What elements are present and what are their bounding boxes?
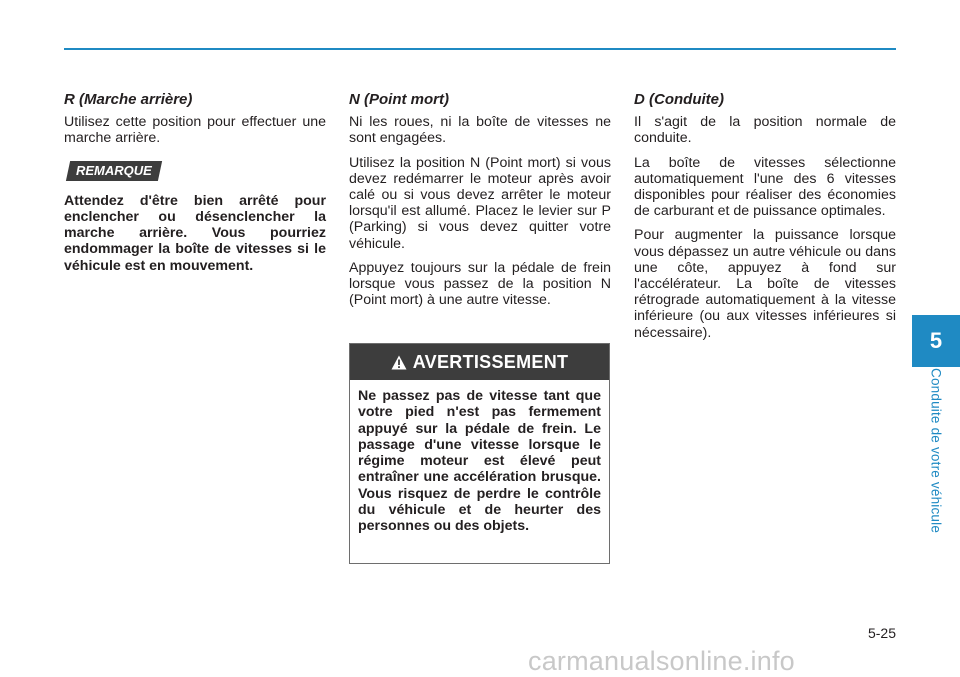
- warning-title: AVERTISSEMENT: [412, 351, 569, 372]
- section-number-tab: 5: [912, 315, 960, 367]
- heading-neutral: N (Point mort): [349, 91, 449, 108]
- page-number: 5-25: [867, 625, 896, 641]
- paragraph: Pour augmenter la puissance lorsque vous dépassez un autre véhicule ou dans une côte, appuyez à fond sur l'accélérateur. La boîte de vitesses rétrograde automatiquement à la vitesse inférieure (ou aux vitesses inférieures si nécessaire).: [634, 227, 896, 341]
- warning-header: [350, 344, 609, 380]
- warning-text: Ne passez pas de vitesse tant que votre pied n'est pas fermement appuyé sur la pédale de frein. Le passage d'une vitesse lorsque le régime moteur est élevé peut entraîner une accélération brusque. Vous risquez de perdre le contrôle du véhicule et de heurter des personnes ou des objets.: [358, 388, 601, 535]
- paragraph: Ni les roues, ni la boîte de vitesses ne sont engagées.: [349, 114, 611, 147]
- paragraph: Il s'agit de la position normale de conduite.: [634, 114, 896, 147]
- paragraph: Utilisez la position N (Point mort) si vous devez redémarrer le moteur après avoir calé ou si vous devez arrêter le moteur lorsqu'il est allumé. Placez le levier sur P (Parking) si vous devez quitter votre véhicule.: [349, 154, 611, 252]
- remarque-badge: REMARQUE: [66, 161, 162, 181]
- column-neutral: [349, 92, 611, 316]
- paragraph: Utilisez cette position pour effectuer une marche arrière.: [64, 114, 326, 147]
- heading-reverse: R (Marche arrière): [64, 91, 193, 108]
- column-reverse: [64, 92, 326, 282]
- paragraph: La boîte de vitesses sélectionne automatiquement l'une des 6 vitesses disponibles pour réaliser des économies de carburant et de puissance optimales.: [634, 154, 896, 220]
- section-label: Conduite de votre véhicule: [928, 368, 944, 534]
- paragraph: Appuyez toujours sur la pédale de frein lorsque vous passez de la position N (Point mort) à une autre vitesse.: [349, 259, 611, 309]
- warning-box: [349, 343, 610, 564]
- warning-triangle-icon: [391, 355, 407, 370]
- watermark: carmanualsonline.info: [528, 646, 795, 676]
- column-drive: [634, 92, 896, 349]
- header-rule: [64, 48, 896, 50]
- remarque-text: Attendez d'être bien arrêté pour enclencher ou désenclencher la marche arrière. Vous pourriez endommager la boîte de vitesses si le véhicule est en mouvement.: [64, 192, 326, 274]
- heading-drive: D (Conduite): [634, 91, 724, 108]
